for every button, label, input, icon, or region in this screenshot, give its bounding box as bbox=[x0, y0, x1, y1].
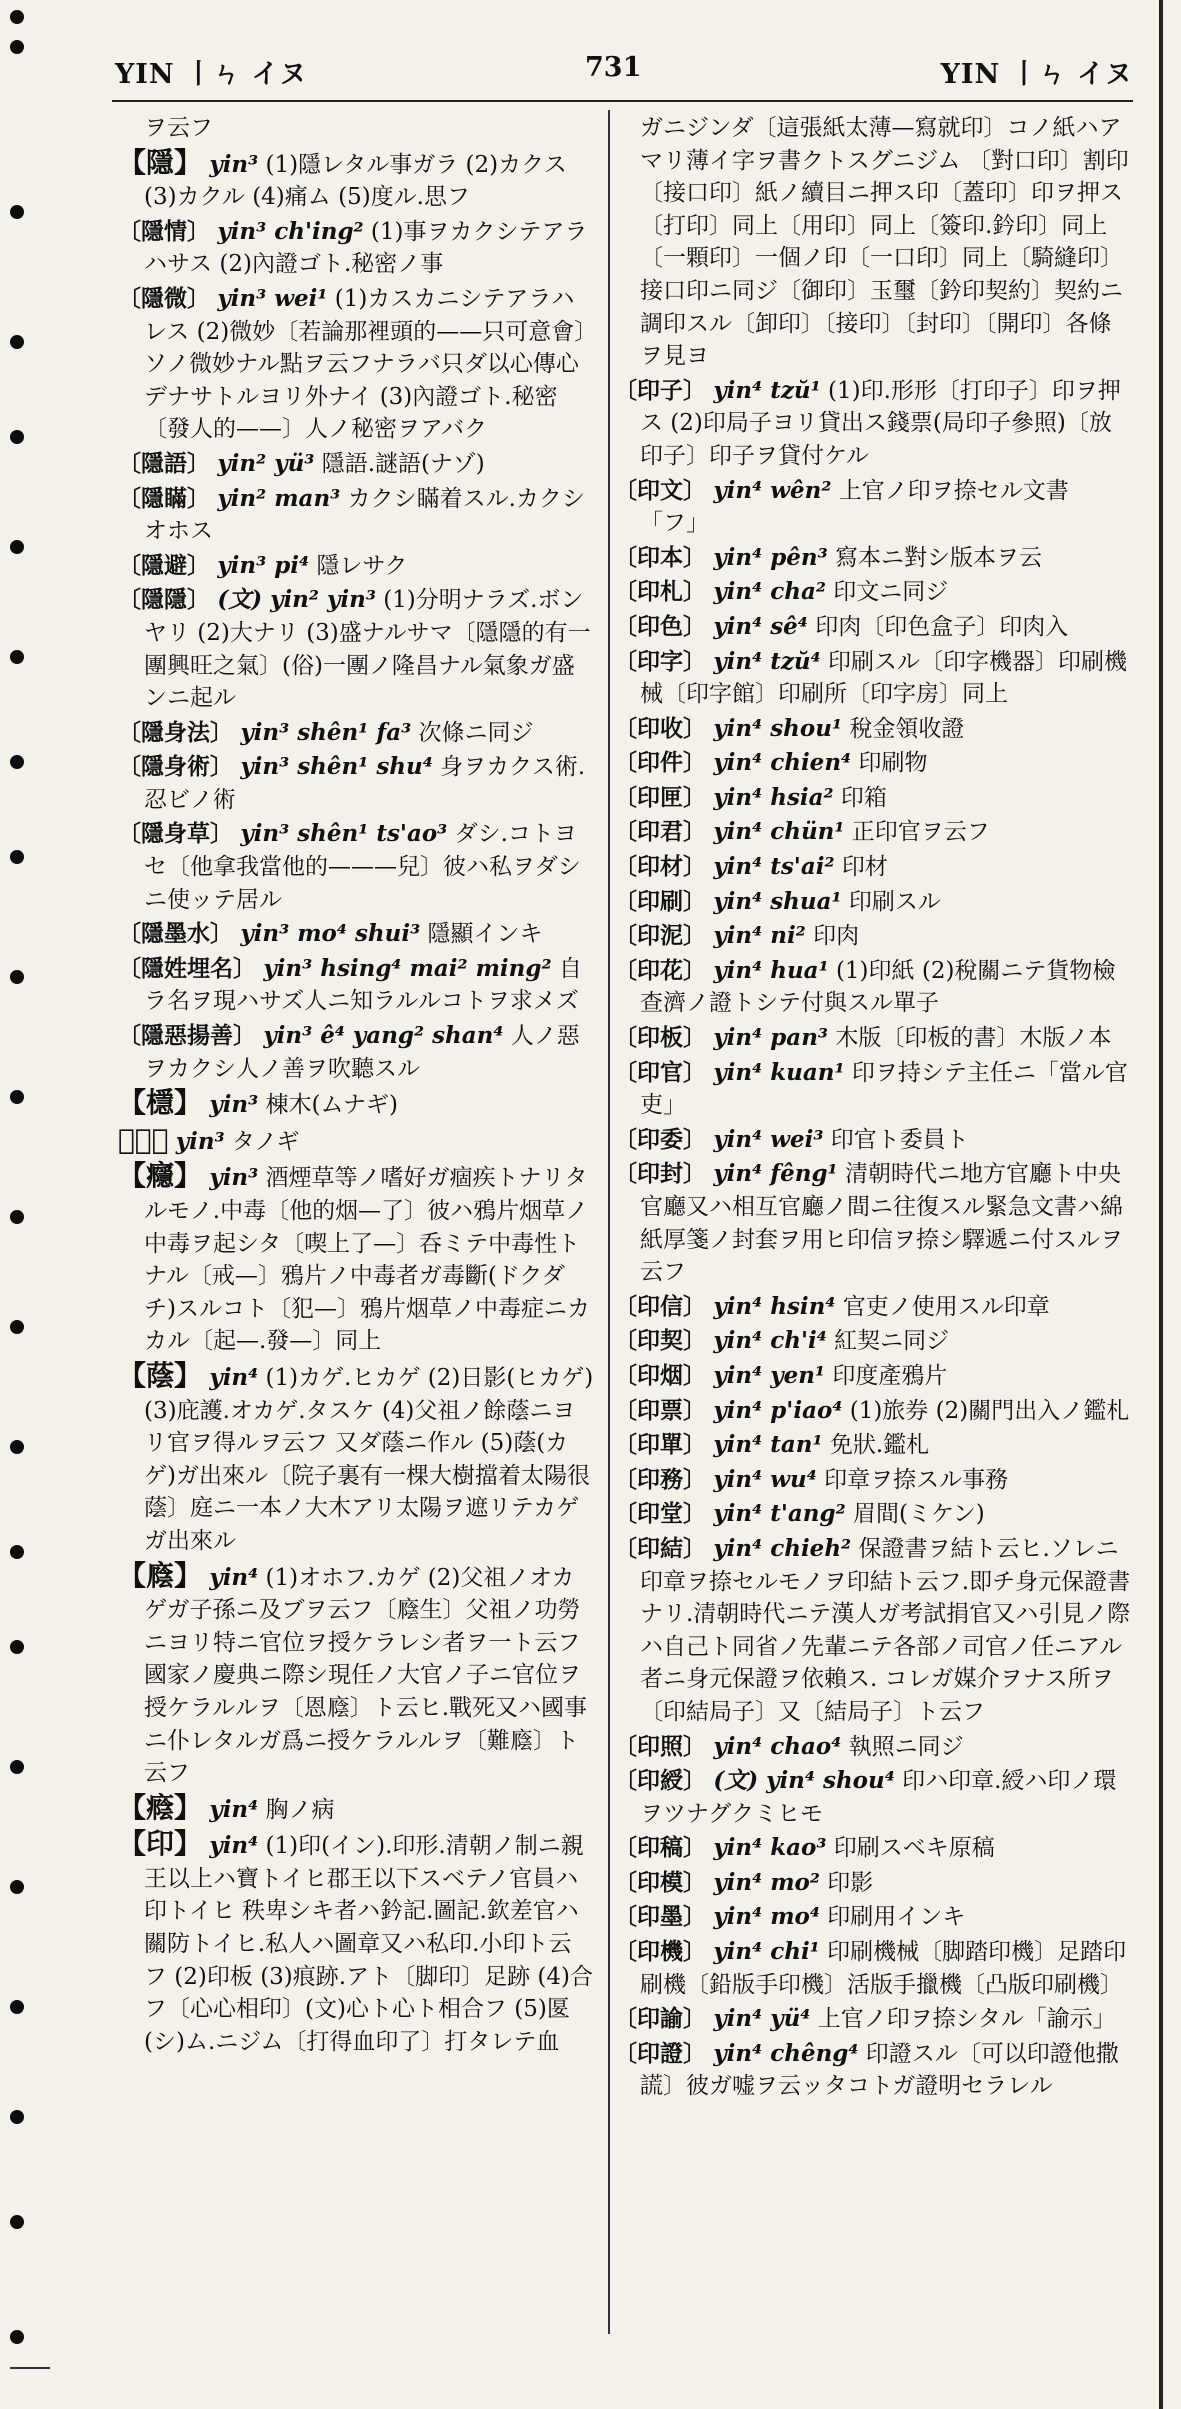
entry-definition: 自ラ名ヲ現ハサズ人ニ知ラルルコトヲ求メズ bbox=[144, 955, 582, 1015]
dictionary-entry bbox=[614, 1464, 1132, 1497]
entry-definition: 印影 bbox=[827, 1869, 874, 1896]
entry-definition: (1)カゲ.ヒカゲ (2)日影(ヒカゲ) (3)庇護.オカゲ.タスケ (4)父祖ノ餘蔭ニヨリ官ヲ得ルヲ云フ 又ダ蔭ニ作ル (5)蔭(カゲ)ガ出來ル〔院子裏有一棵大樹擋着太陽很蔭〕庭ニ一本ノ大木アリ太陽ヲ遮リテカゲガ出來ル bbox=[144, 1364, 594, 1554]
punch-hole bbox=[10, 10, 24, 24]
entry-headword: 〔隱惡揚善〕 bbox=[118, 1022, 256, 1050]
entry-headword: 〔印花〕 bbox=[614, 956, 706, 984]
entry-definition: 紅契ニ同ジ bbox=[834, 1328, 950, 1355]
entry-definition: 上官ノ印ヲ捺セル文書 「フ」 bbox=[640, 477, 1069, 537]
entry-definition: 寫本ニ對シ版本ヲ云 bbox=[835, 544, 1043, 571]
dictionary-entry bbox=[614, 713, 1132, 746]
entry-headword: 〔印諭〕 bbox=[614, 2005, 706, 2033]
entry-definition: 印刷スル bbox=[848, 888, 941, 915]
entry-romanization: yin⁴ bbox=[209, 1563, 259, 1591]
entry-romanization: yin⁴ chün¹ bbox=[713, 818, 845, 846]
entry-headword: 〔印務〕 bbox=[614, 1465, 706, 1493]
running-head-right: YIN 丨ㄣ イヌ bbox=[940, 59, 1133, 90]
entry-romanization: yin³ wei¹ bbox=[217, 284, 328, 312]
dictionary-entry bbox=[614, 1158, 1132, 1288]
dictionary-entry bbox=[118, 283, 594, 446]
head-character-entry bbox=[118, 1087, 594, 1122]
entry-definition: 執照ニ同ジ bbox=[848, 1733, 964, 1760]
entry-romanization: (文) yin⁴ shou⁴ bbox=[713, 1767, 895, 1795]
entry-romanization: yin³ hsing⁴ mai² ming² bbox=[263, 954, 552, 982]
entry-definition: 酒煙草等ノ嗜好ガ痼疾トナリタルモノ.中毒〔他的烟—了〕彼ハ鴉片烟草ノ中毒ヲ起シタ〔喫上了—〕呑ミテ中毒性トナル〔戒—〕鴉片ノ中毒者ガ毒斷(ドクダチ)スルコト〔犯—〕鴉片烟草ノ中毒症ニカカル〔起—.發—〕同上 bbox=[144, 1165, 590, 1355]
head-character-entry bbox=[118, 1828, 594, 2058]
entry-definition: 身ヲカクス術.忍ビノ術 bbox=[144, 754, 586, 813]
entry-headword: 〔印官〕 bbox=[614, 1058, 706, 1086]
punch-hole bbox=[10, 540, 24, 554]
entry-definition: 隱顯インキ bbox=[427, 921, 543, 948]
entry-romanization: yin³ shên¹ ts'ao³ bbox=[240, 820, 448, 848]
entry-headword: 〔隱姓埋名〕 bbox=[118, 954, 256, 982]
entry-headword: 〔印照〕 bbox=[614, 1732, 706, 1760]
punch-hole bbox=[10, 650, 24, 664]
entry-headword: 〔隱身草〕 bbox=[118, 820, 233, 848]
entry-headword: 〔印模〕 bbox=[614, 1868, 706, 1896]
entry-headword: 〔印稿〕 bbox=[614, 1834, 706, 1862]
dictionary-entry bbox=[118, 216, 594, 281]
entry-romanization: yin⁴ chieh² bbox=[713, 1534, 852, 1562]
punch-hole bbox=[10, 430, 24, 444]
dictionary-entry bbox=[614, 542, 1132, 575]
page-edge bbox=[1159, 0, 1163, 2409]
entry-headword: 〔印堂〕 bbox=[614, 1500, 706, 1528]
dictionary-entry bbox=[118, 584, 594, 714]
entry-romanization: yin⁴ fêng¹ bbox=[713, 1160, 838, 1188]
entry-romanization: yin³ bbox=[209, 150, 259, 178]
dictionary-entry bbox=[614, 475, 1132, 540]
entry-headword: 〔印烟〕 bbox=[614, 1361, 706, 1389]
entry-romanization: yin⁴ ni² bbox=[713, 922, 806, 950]
entry-romanization: yin⁴ t'ang² bbox=[713, 1500, 846, 1528]
dictionary-entry bbox=[118, 918, 594, 951]
punch-hole bbox=[10, 1320, 24, 1334]
entry-headword: 〔印結〕 bbox=[614, 1534, 706, 1562]
entry-romanization: yin⁴ mo⁴ bbox=[713, 1903, 820, 1931]
entry-definition: 稅金領收證 bbox=[849, 715, 965, 742]
entry-headword: 〔印封〕 bbox=[614, 1160, 706, 1188]
entry-definition: 保證書ヲ結ト云ヒ.ソレニ印章ヲ捺セルモノヲ印結ト云フ.即チ身元保證書ナリ.清朝時代ニテ漢人ガ考試捐官又ハ引見ノ際ハ自己ト同省ノ先輩ニテ各部ノ司官ノ任ニアル者ニ身元保證ヲ依賴ス. コレガ媒介ヲナス所ヲ〔印結局子〕又〔結局子〕ト云フ bbox=[640, 1535, 1131, 1725]
dictionary-entry bbox=[614, 1057, 1132, 1122]
entry-definition: ダシ.コトヨセ〔他拿我當他的———兒〕彼ハ私ヲダシニ使ッテ居ル bbox=[144, 821, 581, 913]
entry-romanization: yin⁴ mo² bbox=[713, 1868, 820, 1896]
entry-headword: 〔印契〕 bbox=[614, 1327, 706, 1355]
entry-definition: (1)印.形形〔打印子〕印ヲ押ス (2)印局子ヨリ貸出ス錢票(局印子參照)〔放印子〕印子ヲ貸付ケル bbox=[640, 377, 1121, 469]
entry-romanization: (文) yin² yin³ bbox=[217, 586, 376, 614]
entry-definition: 印ハ印章.綬ハ印ノ環ヲツナグクミヒモ bbox=[640, 1768, 1117, 1827]
punch-hole bbox=[10, 1545, 24, 1559]
entry-definition: (1)隱レタル事ガラ (2)カクス (3)カクル (4)痛ム (5)度ル.思フ bbox=[144, 151, 567, 211]
entry-definition: 印肉〔印色盒子〕印肉入 bbox=[815, 613, 1069, 640]
entry-definition: 印刷用インキ bbox=[827, 1904, 966, 1931]
entry-definition: 印材 bbox=[841, 854, 888, 881]
entry-definition: 隱レサク bbox=[316, 552, 408, 579]
dictionary-entry bbox=[614, 646, 1132, 711]
entry-headword: 〔隱身術〕 bbox=[118, 753, 233, 781]
dictionary-entry bbox=[614, 955, 1132, 1020]
dictionary-entry bbox=[614, 576, 1132, 609]
entry-headword: 〔印札〕 bbox=[614, 578, 706, 606]
entry-romanization: yin⁴ shou¹ bbox=[713, 714, 843, 742]
dictionary-entry bbox=[614, 1291, 1132, 1324]
entry-headword: 〔印信〕 bbox=[614, 1292, 706, 1320]
dictionary-entry bbox=[118, 953, 594, 1018]
entry-headword: 〔印子〕 bbox=[614, 376, 706, 404]
entry-romanization: yin⁴ pên³ bbox=[713, 543, 828, 571]
column-divider bbox=[608, 110, 610, 2334]
entry-headword: 〔印匣〕 bbox=[614, 783, 706, 811]
dictionary-entry bbox=[614, 747, 1132, 780]
entry-romanization: yin⁴ chêng⁴ bbox=[713, 2039, 859, 2067]
punch-hole bbox=[10, 205, 24, 219]
punch-hole bbox=[10, 1880, 24, 1894]
entry-headword: 〔印證〕 bbox=[614, 2039, 706, 2067]
entry-definition: 印刷機械〔脚踏印機〕足踏印刷機〔鉛版手印機〕活版手擸機〔凸版印刷機〕 bbox=[640, 1939, 1127, 1998]
entry-headword: 【隱】 bbox=[118, 145, 203, 179]
dictionary-entry bbox=[614, 1832, 1132, 1865]
entry-romanization: yin⁴ chi¹ bbox=[713, 1938, 820, 1966]
dictionary-entry bbox=[614, 1395, 1132, 1428]
dictionary-entry bbox=[614, 1765, 1132, 1830]
entry-romanization: yin⁴ bbox=[209, 1832, 259, 1860]
entry-headword: 〔印字〕 bbox=[614, 647, 706, 675]
entry-headword: 〔隱微〕 bbox=[118, 284, 210, 312]
entry-definition: 正印官ヲ云フ bbox=[851, 819, 990, 846]
entry-definition: タノギ bbox=[231, 1128, 300, 1155]
entry-romanization: yin⁴ ch'i⁴ bbox=[713, 1327, 827, 1355]
entry-headword: 〔印綬〕 bbox=[614, 1767, 706, 1795]
entry-definition: (1)旅券 (2)關門出入ノ鑑札 bbox=[849, 1397, 1130, 1424]
entry-romanization: yin⁴ bbox=[209, 1795, 259, 1823]
header-rule bbox=[112, 100, 1133, 102]
entry-headword: 【𨼆】 bbox=[118, 1122, 169, 1156]
dictionary-entry bbox=[614, 816, 1132, 849]
entry-romanization: yin³ ch'ing² bbox=[217, 217, 364, 245]
dictionary-entry bbox=[614, 2003, 1132, 2036]
dictionary-entry bbox=[614, 1867, 1132, 1900]
entry-definition: ヲ云フ bbox=[144, 115, 213, 141]
entry-romanization: yin⁴ p'iao⁴ bbox=[713, 1396, 843, 1424]
punch-hole bbox=[10, 755, 24, 769]
entry-headword: 【印】 bbox=[118, 1827, 203, 1861]
entry-definition: 印肉 bbox=[813, 923, 860, 950]
entry-definition: 印ヲ持シテ主任ニ「當ル官吏」 bbox=[640, 1059, 1128, 1119]
entry-romanization: yin⁴ tzŭ⁴ bbox=[713, 647, 821, 675]
entry-definition: 隱語.謎語(ナゾ) bbox=[321, 450, 485, 477]
entry-romanization: yin⁴ shua¹ bbox=[713, 887, 842, 915]
entry-definition: (1)分明ナラズ.ボンヤリ (2)大ナリ (3)盛ナルサマ〔隱隱的有一團興旺之氣〕(俗)一團ノ隆昌ナル氣象ガ盛ンニ起ル bbox=[144, 587, 591, 712]
entry-romanization: yin³ bbox=[209, 1091, 259, 1119]
dictionary-entry bbox=[614, 1124, 1132, 1157]
entry-romanization: yin³ bbox=[209, 1164, 259, 1192]
punch-hole bbox=[10, 2330, 24, 2344]
dictionary-entry bbox=[614, 782, 1132, 815]
entry-romanization: yin³ pi⁴ bbox=[217, 551, 310, 579]
dictionary-entry bbox=[614, 1936, 1132, 2001]
entry-definition: 上官ノ印ヲ捺シタル「諭示」 bbox=[817, 2006, 1116, 2033]
entry-continuation bbox=[614, 112, 1132, 373]
running-head-left: YIN 丨ㄣ イヌ bbox=[115, 59, 308, 90]
entry-headword: 〔隱情〕 bbox=[118, 217, 210, 245]
punch-hole bbox=[10, 1440, 24, 1454]
entry-romanization: yin³ shên¹ fa³ bbox=[240, 718, 412, 746]
dictionary-entry bbox=[614, 851, 1132, 884]
punch-hole bbox=[10, 2110, 24, 2124]
entry-definition: 次條ニ同ジ bbox=[418, 719, 534, 746]
punch-hole bbox=[10, 40, 24, 54]
dictionary-entry bbox=[118, 1020, 594, 1085]
dictionary-entry bbox=[614, 1022, 1132, 1055]
entry-romanization: yin⁴ tzŭ¹ bbox=[713, 376, 821, 404]
entry-headword: 〔隱墨水〕 bbox=[118, 920, 233, 948]
entry-definition: 印刷スル〔印字機器〕印刷機械〔印字館〕印刷所〔印字房〕同上 bbox=[640, 648, 1128, 708]
entry-headword: 〔印件〕 bbox=[614, 749, 706, 777]
entry-romanization: yin⁴ chao⁴ bbox=[713, 1732, 842, 1760]
entry-headword: 〔印委〕 bbox=[614, 1125, 706, 1153]
entry-romanization: yin⁴ wei³ bbox=[713, 1125, 824, 1153]
entry-definition: 印文ニ同ジ bbox=[833, 579, 949, 606]
entry-definition: 人ノ惡ヲカクシ人ノ善ヲ吹聽スル bbox=[144, 1023, 580, 1082]
dictionary-entry bbox=[614, 2038, 1132, 2103]
page-mark bbox=[10, 2367, 50, 2369]
entry-definition: 印官ト委員ト bbox=[830, 1126, 969, 1153]
entry-definition: 印刷スベキ原稿 bbox=[833, 1835, 995, 1862]
head-character-entry bbox=[118, 1560, 594, 1790]
entry-headword: 〔印收〕 bbox=[614, 714, 706, 742]
right-column bbox=[614, 112, 1132, 2105]
punch-hole bbox=[10, 335, 24, 349]
entry-headword: 〔印文〕 bbox=[614, 476, 706, 504]
entry-headword: 〔隱語〕 bbox=[118, 449, 210, 477]
page-header bbox=[115, 52, 1133, 102]
head-character-entry bbox=[118, 1360, 594, 1558]
dictionary-entry bbox=[614, 375, 1132, 473]
entry-definition: 印證スル〔可以印證他撒謊〕彼ガ嘘ヲ云ッタコトガ證明セラレル bbox=[640, 2040, 1119, 2100]
entry-romanization: yin³ shên¹ shu⁴ bbox=[240, 753, 433, 781]
head-character-entry bbox=[118, 1792, 594, 1827]
dictionary-entry bbox=[118, 818, 594, 916]
entry-headword: 〔印板〕 bbox=[614, 1024, 706, 1052]
dictionary-entry bbox=[614, 1901, 1132, 1934]
entry-definition: 眉間(ミケン) bbox=[852, 1501, 985, 1528]
entry-headword: 〔印單〕 bbox=[614, 1431, 706, 1459]
entry-definition: 清朝時代ニ地方官廳ト中央官廳又ハ相互官廳ノ間ニ往復スル緊急文書ハ綿紙厚箋ノ封套ヲ用ヒ印信ヲ捺シ驛遞ニ付スルヲ云フ bbox=[640, 1161, 1123, 1286]
entry-romanization: yin⁴ yen¹ bbox=[713, 1361, 826, 1389]
entry-romanization: yin³ bbox=[175, 1127, 225, 1155]
entry-headword: 〔隱避〕 bbox=[118, 551, 210, 579]
entry-definition: 印箱 bbox=[840, 784, 887, 811]
dictionary-entry bbox=[614, 1498, 1132, 1531]
entry-romanization: yin⁴ pan³ bbox=[713, 1024, 828, 1052]
left-column bbox=[118, 112, 594, 2060]
dictionary-entry bbox=[614, 1429, 1132, 1462]
entry-romanization: yin⁴ cha² bbox=[713, 578, 826, 606]
dictionary-entry bbox=[118, 550, 594, 583]
entry-romanization: yin⁴ bbox=[209, 1363, 259, 1391]
punch-hole bbox=[10, 2215, 24, 2229]
dictionary-entry bbox=[614, 1325, 1132, 1358]
head-character-entry bbox=[118, 1160, 594, 1358]
entry-headword: 〔隱隱〕 bbox=[118, 586, 210, 614]
dictionary-entry bbox=[118, 483, 594, 548]
entry-headword: 【癊】 bbox=[118, 1790, 203, 1824]
entry-definition: カクシ瞞着スル.カクシオホス bbox=[144, 485, 585, 545]
entry-definition: 印度產鴉片 bbox=[832, 1362, 948, 1389]
entry-headword: 〔隱身法〕 bbox=[118, 718, 233, 746]
entry-continuation bbox=[118, 112, 594, 145]
entry-definition: ガニジンダ〔這張紙太薄—寫就印〕コノ紙ハアマリ薄イ字ヲ書クトスグニジム 〔對口印〕割印〔接口印〕紙ノ續目ニ押ス印〔蓋印〕印ヲ押ス〔打印〕同上〔用印〕同上〔簽印.鈐印〕同上〔一顆印〕一個ノ印〔一口印〕同上〔騎縫印〕接口印ニ同ジ〔御印〕玉璽〔鈐印契約〕契約ニ調印スル〔卸印〕〔接印〕〔封印〕〔開印〕各條ヲ見ヨ bbox=[640, 115, 1129, 370]
entry-definition: (1)印(イン).印形.清朝ノ制ニ親王以上ハ寶トイヒ郡王以下スベテノ官員ハ印トイヒ 秩卑シキ者ハ鈐記.圖記.欽差官ハ關防トイヒ.私人ハ圖章又ハ私印.小印ト云フ (2)印板 (3)痕跡.アト〔脚印〕足跡 (4)合フ〔心心相印〕(文)心ト心ト相合フ (5)匽(シ)ム.ニジム〔打得血印了〕打タレテ血 bbox=[144, 1833, 593, 2055]
entry-headword: 〔印刷〕 bbox=[614, 887, 706, 915]
entry-headword: 〔印泥〕 bbox=[614, 922, 706, 950]
dictionary-entry bbox=[614, 611, 1132, 644]
dictionary-entry bbox=[118, 717, 594, 750]
punch-hole bbox=[10, 970, 24, 984]
entry-romanization: yin⁴ tan¹ bbox=[713, 1431, 823, 1459]
entry-romanization: yin⁴ wu⁴ bbox=[713, 1465, 817, 1493]
punch-hole bbox=[10, 850, 24, 864]
entry-definition: 官吏ノ使用スル印章 bbox=[842, 1293, 1050, 1320]
entry-romanization: yin⁴ hsia² bbox=[713, 783, 834, 811]
entry-definition: (1)印紙 (2)稅關ニテ貨物檢查濟ノ證トシテ付與スル單子 bbox=[640, 957, 1116, 1017]
entry-headword: 【蔭】 bbox=[118, 1358, 203, 1392]
entry-romanization: yin⁴ hsin⁴ bbox=[713, 1292, 836, 1320]
entry-definition: 棟木(ムナギ) bbox=[265, 1092, 399, 1119]
entry-romanization: yin⁴ kao³ bbox=[713, 1834, 827, 1862]
punch-hole bbox=[10, 1090, 24, 1104]
entry-definition: (1)オホフ.カゲ (2)父祖ノオカゲガ子孫ニ及ブヲ云フ〔廕生〕父祖ノ功勞ニヨリ特ニ官位ヲ授ケラレシ者ヲ一ト云フ 國家ノ慶典ニ際シ現任ノ大官ノ子ニ官位ヲ授ケラルルヲ〔恩廕〕ト云ヒ.戰死又ハ國事ニ仆レタルガ爲ニ授ケラルルヲ〔難廕〕ト云フ bbox=[144, 1564, 588, 1787]
entry-headword: 〔印君〕 bbox=[614, 818, 706, 846]
entry-romanization: yin² man³ bbox=[217, 484, 341, 512]
entry-headword: 【檼】 bbox=[118, 1086, 203, 1120]
entry-romanization: yin² yü³ bbox=[217, 449, 315, 477]
dictionary-entry bbox=[614, 1533, 1132, 1729]
page-number: 731 bbox=[585, 52, 642, 83]
entry-romanization: yin⁴ ts'ai² bbox=[713, 853, 835, 881]
entry-definition: (1)事ヲカクシテアラハサス (2)內證ゴト.秘密ノ事 bbox=[144, 218, 588, 278]
entry-headword: 〔隱瞞〕 bbox=[118, 484, 210, 512]
dictionary-entry bbox=[614, 1731, 1132, 1764]
punch-hole bbox=[10, 1210, 24, 1224]
dictionary-entry bbox=[118, 448, 594, 481]
dictionary-entry bbox=[614, 886, 1132, 919]
entry-romanization: yin⁴ kuan¹ bbox=[713, 1058, 845, 1086]
entry-headword: 【癮】 bbox=[118, 1159, 203, 1193]
punch-hole bbox=[10, 1640, 24, 1654]
entry-romanization: yin⁴ hua¹ bbox=[713, 956, 829, 984]
entry-definition: 印刷物 bbox=[858, 750, 928, 777]
dictionary-entry bbox=[614, 1360, 1132, 1393]
entry-headword: 〔印票〕 bbox=[614, 1396, 706, 1424]
entry-romanization: yin³ ê⁴ yang² shan⁴ bbox=[263, 1022, 504, 1050]
entry-headword: 〔印機〕 bbox=[614, 1938, 706, 1966]
entry-definition: 印章ヲ捺スル事務 bbox=[824, 1466, 1009, 1493]
head-character-entry bbox=[118, 1124, 594, 1159]
entry-definition: 胸ノ病 bbox=[265, 1796, 335, 1823]
entry-headword: 〔印材〕 bbox=[614, 853, 706, 881]
entry-romanization: yin⁴ wên² bbox=[713, 476, 832, 504]
entry-headword: 〔印本〕 bbox=[614, 543, 706, 571]
entry-definition: 木版〔印板的書〕木版ノ本 bbox=[835, 1025, 1112, 1052]
entry-headword: 【廕】 bbox=[118, 1558, 203, 1592]
entry-definition: 免狀.鑑札 bbox=[829, 1432, 930, 1459]
entry-headword: 〔印色〕 bbox=[614, 612, 706, 640]
dictionary-entry bbox=[614, 920, 1132, 953]
entry-romanization: yin⁴ yü⁴ bbox=[713, 2005, 811, 2033]
punch-hole bbox=[10, 1760, 24, 1774]
entry-definition: (1)カスカニシテアラハレス (2)微妙〔若論那裡頭的——只可意會〕ソノ微妙ナル點ヲ云フナラバ只ダ以心傳心デナサトルヨリ外ナイ (3)內證ゴト.秘密〔發人的——〕人ノ秘密ヲアバク bbox=[144, 285, 586, 443]
punch-hole bbox=[10, 2000, 24, 2014]
entry-headword: 〔印墨〕 bbox=[614, 1903, 706, 1931]
entry-romanization: yin⁴ chien⁴ bbox=[713, 749, 852, 777]
dictionary-entry bbox=[118, 751, 594, 816]
entry-romanization: yin⁴ sê⁴ bbox=[713, 612, 808, 640]
head-character-entry bbox=[118, 147, 594, 214]
entry-romanization: yin³ mo⁴ shui³ bbox=[240, 920, 421, 948]
